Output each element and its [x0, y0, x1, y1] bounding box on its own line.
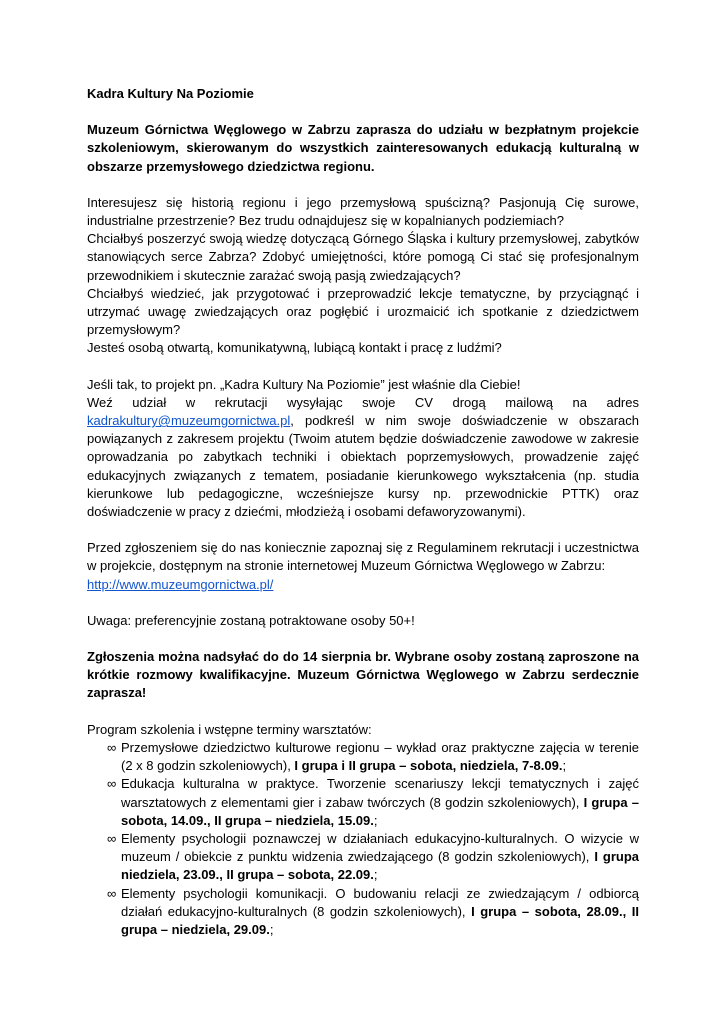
regulations-paragraph	[87, 539, 639, 594]
question-paragraph: Chciałbyś poszerzyć swoją wiedzę dotyczącą Górnego Śląska i kultury przemysłowej, zabytków stanowiących serce Zabrza? Zdobyć umiejętności, które pomogą Ci stać się profesjonalnym przewodnikiem i skutecznie zarażać swoją pasją zwiedzających?	[87, 231, 639, 283]
list-item	[87, 830, 639, 885]
infinity-bullet-icon: ∞	[107, 776, 117, 792]
apply-paragraph	[87, 394, 639, 521]
list-item-text: Edukacja kulturalna w praktyce. Tworzenie scenariuszy lekcji tematycznych i zajęć warsztatowych z elementami gier i zabaw twórczych (8 godzin szkoleniowych),	[121, 776, 639, 810]
program-list	[87, 739, 639, 939]
list-item-dates: I grupa niedziela, 23.09., II grupa – sobota, 22.09.	[121, 849, 639, 883]
list-item-text: Elementy psychologii komunikacji. O budowaniu relacji ze zwiedzającym / odbiorcą działań edukacyjno-kulturalnych (8 godzin szkoleniowych),	[121, 885, 639, 919]
regulations-text: Przed zgłoszeniem się do nas koniecznie zapoznaj się z Regulaminem rekrutacji i uczestnictwa w projekcie, dostępnym na stronie internetowej Muzeum Górnictwa Węglowego w Zabrzu:	[87, 540, 639, 574]
list-item-end: ;	[269, 921, 274, 937]
if-yes-line: Jeśli tak, to projekt pn. „Kadra Kultury Na Poziomie” jest właśnie dla Ciebie!	[87, 376, 521, 392]
list-item-dates: I grupa i II grupa – sobota, niedziela, 7-8.09.	[294, 758, 563, 774]
list-item-text: Elementy psychologii poznawczej w działaniach edukacyjno-kulturalnych. O wizycie w muzeum / obiekcie z punktu widzenia zwiedzającego (8 godzin szkoleniowych),	[121, 830, 639, 865]
infinity-bullet-icon: ∞	[107, 739, 117, 755]
questions-block	[87, 194, 639, 358]
list-item-dates: I grupa – sobota, 28.09., II grupa – niedziela, 29.09.	[121, 903, 639, 937]
apply-text-before: Weź udział w rekrutacji wysyłając swoje CV drogą mailową na adres	[87, 394, 639, 410]
document-title: Kadra Kultury Na Poziomie	[87, 86, 254, 101]
list-item-dates: I grupa – sobota, 14.09., II grupa – niedziela, 15.09.	[121, 794, 639, 828]
infinity-bullet-icon: ∞	[107, 885, 117, 901]
list-item-end: ;	[373, 867, 378, 883]
email-link[interactable]: kadrakultury@muzeumgornictwa.pl	[87, 413, 291, 429]
question-paragraph: Interesujesz się historią regionu i jego przemysłową spuścizną? Pasjonują Cię surowe, industrialne przestrzenie? Bez trudu odnajdujesz się w kopalnianych podziemiach?	[87, 194, 639, 229]
website-link[interactable]: http://www.muzeumgornictwa.pl/	[87, 576, 274, 592]
question-paragraph: Jesteś osobą otwartą, komunikatywną, lubiącą kontakt i pracę z ludźmi?	[87, 340, 502, 356]
apply-text-after: , podkreśl w nim swoje doświadczenie w obszarach powiązanych z zakresem projektu (Twoim atutem będzie doświadczenie zawodowe w zakresie oprowadzania po zabytkach techniki i obiektach poprzemysłowych, prowadzenie zajęć edukacyjnych związanych z tematem, posiadanie kierunkowego wykształcenia (np. studia kierunkowe lub pedagogiczne, wcześniejsze kursy np. przewodnickie PTTK) oraz doświadczenie w pracy z dziećmi, młodzieżą i osobami defaworyzowanymi).	[87, 413, 639, 520]
intro-paragraph: Muzeum Górnictwa Węglowego w Zabrzu zaprasza do udziału w bezpłatnym projekcie szkoleniowym, skierowanym do wszystkich zainteresowanych edukacją kulturalną w obszarze przemysłowego dziedzictwa regionu.	[87, 122, 639, 174]
list-item-end: ;	[373, 812, 378, 828]
infinity-bullet-icon: ∞	[107, 830, 117, 846]
list-item-end: ;	[562, 758, 567, 774]
list-item	[87, 775, 639, 830]
document-page	[87, 85, 639, 939]
list-item	[87, 885, 639, 940]
list-item	[87, 739, 639, 775]
note-line: Uwaga: preferencyjnie zostaną potraktowane osoby 50+!	[87, 612, 415, 628]
deadline-paragraph: Zgłoszenia można nadsyłać do do 14 sierpnia br. Wybrane osoby zostaną zaproszone na krótkie rozmowy kwalifikacyjne. Muzeum Górnictwa Węglowego w Zabrzu serdecznie zaprasza!	[87, 649, 639, 701]
question-paragraph: Chciałbyś wiedzieć, jak przygotować i przeprowadzić lekcje tematyczne, by przyciągnąć i utrzymać uwagę zwiedzających oraz pogłębić i urozmaicić ich spotkanie z dziedzictwem przemysłowym?	[87, 285, 639, 338]
program-heading: Program szkolenia i wstępne terminy warsztatów:	[87, 721, 372, 737]
list-item-text: Przemysłowe dziedzictwo kulturowe regionu – wykład oraz praktyczne zajęcia w terenie (2 x 8 godzin szkoleniowych),	[121, 739, 639, 774]
